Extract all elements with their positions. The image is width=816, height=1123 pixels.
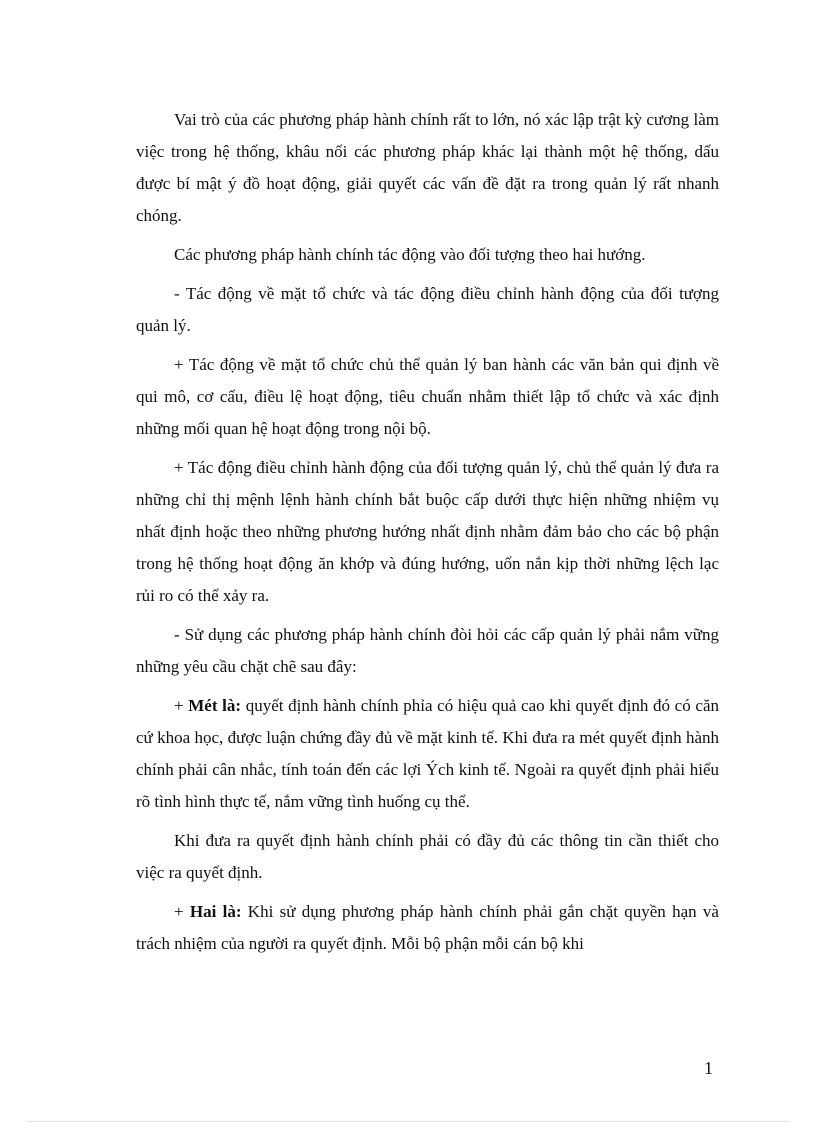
paragraph-7-prefix: + — [174, 696, 189, 715]
paragraph-3: - Tác động về mặt tổ chức và tác động điều chỉnh hành động của đối tượng quản lý. — [136, 284, 719, 335]
paragraph-8: Khi đưa ra quyết định hành chính phải có đầy đủ các thông tin cần thiết cho việc ra quyết định. — [136, 831, 719, 882]
paragraph-2: Các phương pháp hành chính tác động vào đối tượng theo hai hướng. — [174, 245, 646, 264]
paragraph-7 — [136, 690, 719, 818]
paragraph-4: + Tác động về mặt tổ chức chủ thể quản lý ban hành các văn bản qui định về qui mô, cơ cấu, điều lệ hoạt động, tiêu chuẩn nhằm thiết lập tổ chức và xác định những mối quan hệ hoạt động trong nội bộ. — [136, 355, 719, 438]
paragraph-9-text: Khi sử dụng phương pháp hành chính phải gắn chặt quyền hạn và trách nhiệm của người ra quyết định. Mỗi bộ phận mỗi cán bộ khi — [136, 902, 719, 953]
paragraph-7-bold-lead: Mét là: — [188, 696, 242, 715]
document-body — [136, 104, 719, 967]
paragraph-5: + Tác động điều chỉnh hành động của đối tượng quản lý, chủ thể quản lý đưa ra những chỉ thị mệnh lệnh hành chính bắt buộc cấp dưới thực hiện những nhiệm vụ nhất định hoặc theo những phương hướng nhất định nhằm đảm bảo cho các bộ phận trong hệ thống hoạt động ăn khớp và đúng hướng, uốn nắn kịp thời những lệch lạc rủi ro có thể xảy ra. — [136, 458, 719, 605]
page-bottom-divider — [28, 1121, 788, 1122]
paragraph-1: Vai trò của các phương pháp hành chính rất to lớn, nó xác lập trật kỳ cương làm việc trong hệ thống, khâu nối các phương pháp khác lại thành một hệ thống, dấu được bí mật ý đồ hoạt động, giải quyết các vấn đề đặt ra trong quản lý rất nhanh chóng. — [136, 110, 719, 225]
page-number: 1 — [704, 1058, 713, 1078]
paragraph-9-bold-lead: Hai là: — [189, 902, 242, 921]
paragraph-6: - Sử dụng các phương pháp hành chính đòi hỏi các cấp quản lý phải nắm vững những yêu cầu chặt chẽ sau đây: — [136, 625, 719, 676]
paragraph-9-prefix: + — [174, 902, 190, 921]
paragraph-7-text: quyết định hành chính phỉa có hiệu quả cao khi quyết định đó có căn cứ khoa học, được luận chứng đầy đủ về mặt kinh tế. Khi đưa ra mét quyết định hành chính phải cân nhắc, tính toán đến các lợi Ých kinh tế. Ngoài ra quyết định phải hiểu rõ tình hình thực tế, nắm vững tình huống cụ thể. — [136, 696, 719, 811]
paragraph-9 — [136, 896, 719, 960]
